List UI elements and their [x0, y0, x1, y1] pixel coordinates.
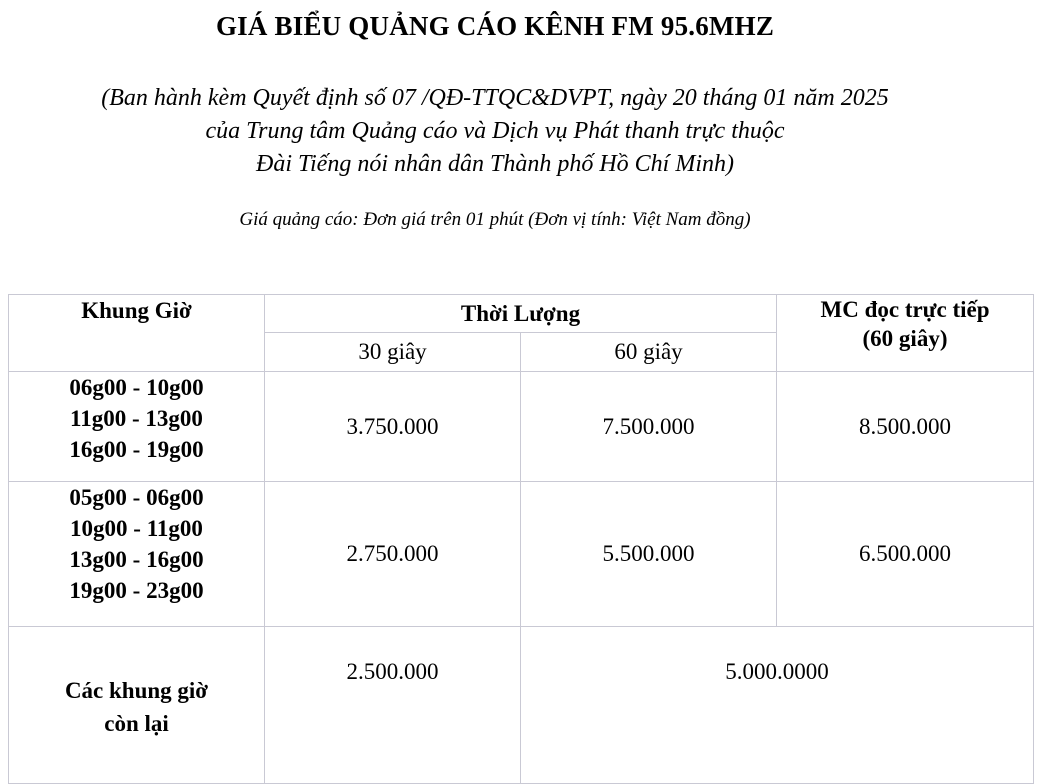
price-60s-and-mc: 5.000.0000 [521, 627, 1034, 784]
time-slot: 19g00 - 23g00 [69, 578, 204, 603]
time-slot: 16g00 - 19g00 [69, 437, 204, 462]
time-slot: 10g00 - 11g00 [70, 516, 203, 541]
header-mc-line: MC đọc trực tiếp [820, 297, 990, 322]
price-60s: 7.500.000 [521, 372, 777, 482]
header-duration: Thời Lượng [265, 295, 777, 333]
time-slots-cell [9, 482, 265, 627]
time-slots-cell [9, 372, 265, 482]
header-row [9, 295, 1034, 333]
time-slot: Các khung giờ [64, 678, 209, 703]
unit-note: Giá quảng cáo: Đơn giá trên 01 phút (Đơn vị tính: Việt Nam đồng) [239, 209, 751, 230]
price-mc: 6.500.000 [777, 482, 1034, 627]
time-slot: còn lại [104, 711, 169, 736]
document-title: GIÁ BIỂU QUẢNG CÁO KÊNH FM 95.6MHZ [215, 11, 775, 41]
time-slot: 11g00 - 13g00 [70, 406, 203, 431]
decree-line: Đài Tiếng nói nhân dân Thành phố Hồ Chí Minh) [255, 151, 735, 177]
price-60s: 5.500.000 [521, 482, 777, 627]
price-30s: 2.500.000 [265, 627, 521, 784]
decree-line: (Ban hành kèm Quyết định số 07 /QĐ-TTQC&DVPT, ngày 20 tháng 01 năm 2025 [101, 85, 889, 111]
time-slot: 06g00 - 10g00 [69, 375, 204, 400]
header-30-seconds: 30 giây [265, 333, 521, 372]
decree-reference [0, 82, 990, 181]
price-table [8, 294, 1034, 784]
header-time-frame: Khung Giờ [9, 295, 265, 372]
table-row [9, 372, 1034, 482]
header-mc-line: (60 giây) [862, 326, 948, 351]
header-mc-live-read [777, 295, 1034, 372]
price-30s: 3.750.000 [265, 372, 521, 482]
time-slot: 05g00 - 06g00 [69, 485, 204, 510]
time-slot: 13g00 - 16g00 [69, 547, 204, 572]
price-mc: 8.500.000 [777, 372, 1034, 482]
decree-line: của Trung tâm Quảng cáo và Dịch vụ Phát thanh trực thuộc [205, 118, 785, 144]
table-row [9, 482, 1034, 627]
header-60-seconds: 60 giây [521, 333, 777, 372]
price-30s: 2.750.000 [265, 482, 521, 627]
